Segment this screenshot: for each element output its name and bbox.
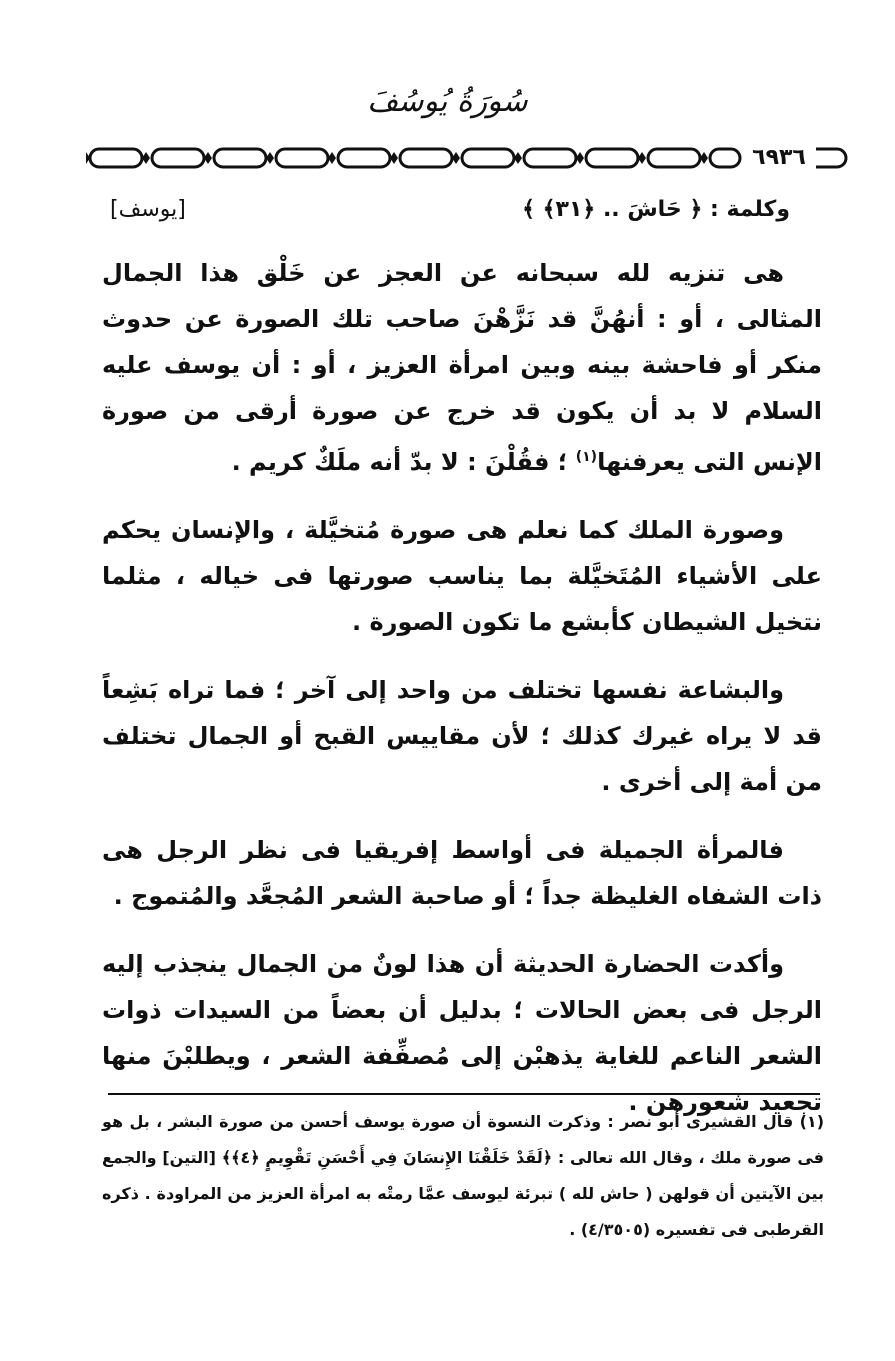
word-label: وكلمة : ﴿ حَاشَ .. ﴿٣١﴾ ﴾ <box>522 197 790 222</box>
paragraph-3: والبشاعة نفسها تختلف من واحد إلى آخر ؛ فما تراه بَشِعاً قد لا يراه غيرك كذلك ؛ لأن مقاييس القبح أو الجمال تختلف من أمة إلى أخرى . <box>102 676 822 796</box>
main-text <box>102 250 822 1147</box>
surah-title: سُورَةُ يُوسُفَ <box>367 84 528 119</box>
footnote-marker: (١) <box>575 449 598 465</box>
ornament-band <box>86 140 850 176</box>
paragraph-1 <box>102 250 822 485</box>
paragraph-1-end: ؛ فقُلْنَ : لا بدّ أنه ملَكٌ كريم . <box>231 448 576 476</box>
footnote <box>102 1104 824 1248</box>
paragraph-2: وصورة الملك كما نعلم هى صورة مُتخيَّلة ، والإنسان يحكم على الأشياء المُتَخيَّلة بما يناسب صورتها فى خياله ، مثلما نتخيل الشيطان كأبشع ما تكون الصورة . <box>102 516 822 636</box>
footnote-text: (١) قال القشيرى أبو نصر : وذكرت النسوة أن صورة يوسف أحسن من صورة البشر ، بل هو فى صورة ملك ، وقال الله تعالى : ﴿لَقَدْ خَلَقْنَا الإِنسَانَ فِي أَحْسَنِ تَقْوِيمٍ ﴿٤﴾﴾ [التين] والجمع بين الآيتين أن قولهن ( حاش لله ) تبرئة ليوسف عمَّا رمتْه به امرأة العزيز من المراودة . ذكره القرطبى فى تفسيره (٤/٣٥٠٥) . <box>102 1112 825 1239</box>
page-number: ٦٩٣٦ <box>742 140 816 176</box>
surah-reference: [يوسف] <box>110 197 186 222</box>
footnote-divider <box>108 1093 820 1095</box>
chain-ornament-icon <box>86 140 850 176</box>
paragraph-1-text: هى تنزيه لله سبحانه عن العجز عن خَلْق هذا الجمال المثالى ، أو : أنهُنَّ قد نَزَّهْنَ صاحب تلك الصورة عن حدوث منكر أو فاحشة بينه وبين امرأة العزيز ، أو : أن يوسف عليه السلام لا بد أن يكون قد خرج عن صورة أرقى من صورة الإنس التى يعرفنها <box>102 259 822 476</box>
paragraph-5: وأكدت الحضارة الحديثة أن هذا لونٌ من الجمال ينجذب إليه الرجل فى بعض الحالات ؛ بدليل أن بعضاً من السيدات ذوات الشعر الناعم للغاية يذهبْن إلى مُصفِّفة الشعر ، ويطلبْنَ منها تجعيد شعورهن . <box>102 950 822 1116</box>
word-heading <box>100 192 790 228</box>
paragraph-4: فالمرأة الجميلة فى أواسط إفريقيا فى نظر الرجل هى ذات الشفاه الغليظة جداً ؛ أو صاحبة الشعر المُجعَّد والمُتموج . <box>102 836 822 910</box>
